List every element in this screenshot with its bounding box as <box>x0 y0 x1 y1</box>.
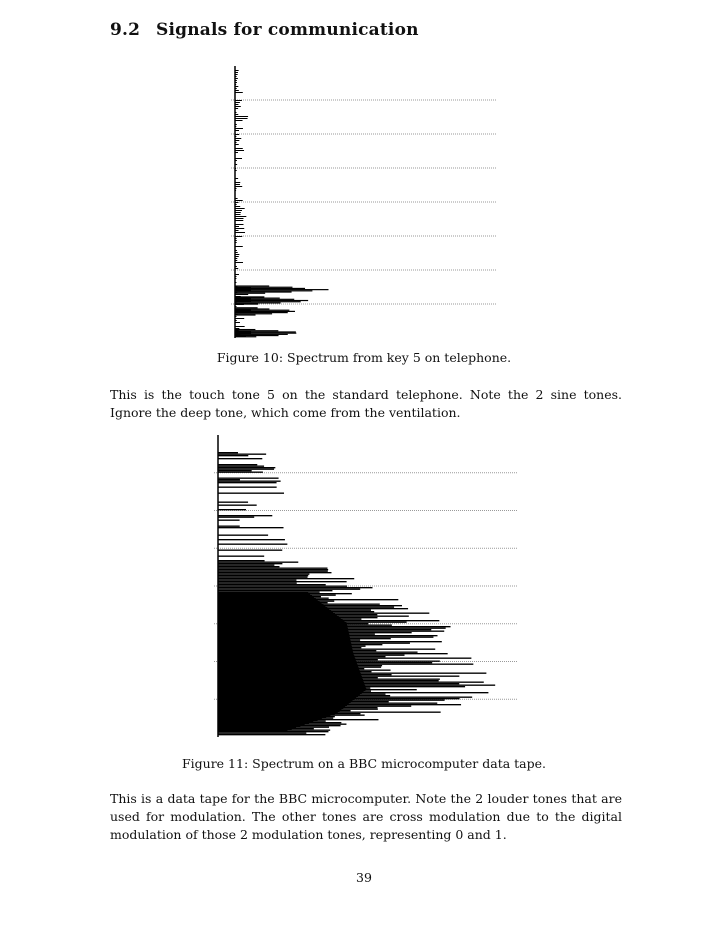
spectrum-bar <box>235 274 239 275</box>
spectrum-bar <box>235 214 240 215</box>
spectrum-bar <box>218 733 306 734</box>
spectrum-bar <box>218 577 308 578</box>
spectrum-bar <box>235 328 239 329</box>
spectrum-bar <box>218 669 359 671</box>
spectrum-bar <box>218 673 361 675</box>
spectrum-bar <box>218 706 345 708</box>
spectrum-bar <box>235 142 237 143</box>
spectrum-bar <box>235 307 258 308</box>
page-number: 39 <box>356 870 372 885</box>
spectrum-bar <box>235 184 240 185</box>
spectrum-bar <box>235 336 246 337</box>
spectrum-bar <box>235 130 239 131</box>
spectrum-bar <box>218 727 296 729</box>
spectrum-bar <box>235 158 242 159</box>
spectrum-bar <box>235 220 243 221</box>
spectrum-bar <box>218 606 325 608</box>
spectrum-bar <box>218 703 349 705</box>
spectrum-bar <box>218 580 296 581</box>
figure-11-spectrum <box>212 435 522 740</box>
spectrum-bar <box>218 612 333 614</box>
spectrum-bar <box>218 708 343 710</box>
figure-10-spectrum <box>228 66 500 341</box>
spectrum-bar <box>218 720 318 722</box>
spectrum-bar <box>235 326 245 327</box>
spectrum-bar <box>235 316 236 317</box>
spectrum-bar <box>218 589 360 590</box>
spectrum-bar <box>235 164 237 165</box>
spectrum-bar <box>218 657 355 659</box>
spectrum-bar <box>218 648 352 650</box>
spectrum-bar <box>218 672 360 674</box>
spectrum-bar <box>218 730 287 732</box>
spectrum-bar <box>235 116 248 117</box>
spectrum-bar <box>218 688 366 690</box>
spectrum-bar <box>218 535 268 536</box>
spectrum-bar <box>235 334 240 335</box>
spectrum-bar <box>218 690 365 692</box>
spectrum-bar <box>235 278 236 279</box>
spectrum-bar <box>218 478 279 479</box>
spectrum-bar <box>218 568 327 569</box>
spectrum-bar <box>218 565 274 566</box>
spectrum-bar <box>218 539 285 540</box>
spectrum-bar <box>218 458 262 459</box>
section-title: Signals for communication <box>156 20 419 40</box>
spectrum-bar <box>218 607 327 609</box>
spectrum-bar <box>218 643 351 645</box>
spectrum-bar <box>235 136 236 137</box>
spectrum-bar <box>218 569 328 570</box>
spectrum-bar <box>218 678 362 680</box>
spectrum-bar <box>218 679 363 681</box>
spectrum-bar <box>218 663 357 665</box>
spectrum-bar <box>235 291 292 292</box>
spectrum-bar <box>235 302 237 303</box>
spectrum-bar <box>218 583 297 584</box>
spectrum-bar <box>218 454 266 455</box>
spectrum-bar <box>235 313 272 314</box>
spectrum-bar <box>218 598 316 600</box>
spectrum-bar <box>218 661 356 663</box>
spectrum-bar <box>235 266 237 267</box>
section-number: 9.2 <box>110 20 141 40</box>
spectrum-bar <box>218 715 330 717</box>
spectrum-bar <box>235 100 242 101</box>
spectrum-bar <box>218 619 343 621</box>
spectrum-bar <box>218 711 340 713</box>
spectrum-bar <box>235 226 239 227</box>
spectrum-bar <box>235 293 265 294</box>
spectrum-bar <box>235 82 237 83</box>
spectrum-bar <box>235 138 241 139</box>
spectrum-bar <box>218 479 240 480</box>
spectrum-bar <box>218 696 358 698</box>
spectrum-bar <box>218 646 352 648</box>
spectrum-bar <box>235 216 246 217</box>
spectrum-bar <box>235 160 237 161</box>
spectrum-bar <box>235 204 237 205</box>
spectrum-bar <box>235 210 242 211</box>
spectrum-bar <box>218 572 331 573</box>
spectrum-bar <box>235 86 238 87</box>
spectrum-bar <box>235 285 269 286</box>
spectrum-bar <box>235 128 243 129</box>
spectrum-bar <box>218 654 354 656</box>
spectrum-bar <box>235 186 242 187</box>
spectrum-bar <box>235 178 238 179</box>
spectrum-bar <box>235 206 240 207</box>
spectrum-bar <box>218 694 360 696</box>
spectrum-bar <box>235 152 238 153</box>
spectrum-bar <box>218 634 349 636</box>
spectrum-bar <box>218 630 348 632</box>
spectrum-bar <box>235 288 236 289</box>
spectrum-bar <box>235 228 244 229</box>
spectrum-bar <box>235 236 242 237</box>
spectrum-bar <box>218 517 254 518</box>
spectrum-bar <box>235 200 243 201</box>
spectrum-bar <box>218 636 350 638</box>
spectrum-bar <box>235 258 237 259</box>
spectrum-bar <box>235 190 236 191</box>
spectrum-bar <box>235 268 238 269</box>
spectrum-bar <box>218 610 331 612</box>
spectrum-bar <box>235 108 238 109</box>
spectrum-bar <box>235 318 244 319</box>
spectrum-bar <box>235 170 237 171</box>
spectrum-bar <box>218 649 353 651</box>
spectrum-bar <box>235 134 239 135</box>
spectrum-bar <box>218 575 308 576</box>
spectrum-bar <box>235 102 240 103</box>
spectrum-bar <box>235 254 239 255</box>
spectrum-bar <box>235 212 241 213</box>
spectrum-bar <box>218 667 359 669</box>
spectrum-bar <box>235 118 248 119</box>
spectrum-bar <box>235 76 237 77</box>
figure-11-chart <box>212 435 522 740</box>
spectrum-bar <box>235 331 251 335</box>
spectrum-bar <box>235 202 238 203</box>
spectrum-bar <box>218 702 351 704</box>
spectrum-bar <box>235 188 237 189</box>
spectrum-bar <box>235 276 236 277</box>
spectrum-bar <box>218 699 354 701</box>
spectrum-bar <box>218 469 274 470</box>
spectrum-bar <box>235 72 238 73</box>
spectrum-bar <box>235 286 237 287</box>
spectrum-bar <box>235 246 243 247</box>
spectrum-bar <box>235 120 243 121</box>
spectrum-bar <box>218 705 347 707</box>
spectrum-bar <box>218 609 329 611</box>
spectrum-bar <box>218 664 358 666</box>
spectrum-bar <box>218 624 347 626</box>
spectrum-bar <box>218 660 356 662</box>
spectrum-bar <box>235 198 238 199</box>
spectrum-bar <box>235 310 244 311</box>
paragraph-telephone: This is the touch tone 5 on the standard telephone. Note the 2 sine tones. Ignore the deep tone, which come from the ventilation. <box>110 387 622 420</box>
spectrum-bar <box>235 230 239 231</box>
spectrum-bar <box>218 676 362 678</box>
spectrum-bar <box>235 320 237 321</box>
spectrum-bar <box>218 502 248 503</box>
spectrum-bar <box>218 726 300 728</box>
spectrum-bar <box>218 493 284 494</box>
spectrum-bar <box>218 637 350 639</box>
spectrum-bar <box>235 140 239 141</box>
spectrum-bar <box>235 70 239 71</box>
spectrum-bar <box>218 675 361 677</box>
spectrum-bar <box>218 618 341 620</box>
spectrum-bar <box>218 472 263 473</box>
spectrum-bar <box>235 168 236 169</box>
spectrum-bar <box>235 292 237 293</box>
spectrum-bar <box>218 682 364 684</box>
spectrum-bar <box>218 604 323 606</box>
spectrum-bar <box>218 652 353 654</box>
spectrum-bar <box>218 621 345 623</box>
spectrum-bar <box>218 717 326 719</box>
spectrum-bar <box>235 250 237 251</box>
spectrum-bar <box>218 625 347 627</box>
spectrum-bar <box>235 330 239 331</box>
spectrum-bar <box>218 627 348 629</box>
spectrum-bar <box>235 335 279 336</box>
spectrum-bar <box>235 312 244 313</box>
spectrum-bar <box>235 224 243 225</box>
spectrum-bar <box>218 642 351 644</box>
spectrum-bar <box>218 550 282 551</box>
spectrum-bar <box>235 302 281 303</box>
spectrum-bar <box>218 700 353 702</box>
spectrum-bar <box>218 721 313 723</box>
spectrum-bar <box>235 114 238 115</box>
spectrum-bar <box>235 90 239 91</box>
spectrum-bar <box>218 601 320 603</box>
spectrum-bar <box>218 556 264 557</box>
spectrum-bar <box>218 487 277 488</box>
spectrum-bar <box>235 208 245 209</box>
spectrum-bar <box>218 592 308 594</box>
spectrum-bar <box>218 597 314 599</box>
spectrum-bar <box>218 718 322 720</box>
spectrum-bar <box>218 613 335 615</box>
spectrum-bar <box>235 126 236 127</box>
spectrum-bar <box>235 306 237 307</box>
spectrum-bar <box>218 526 240 527</box>
spectrum-bar <box>235 74 238 75</box>
spectrum-bar <box>235 104 238 105</box>
spectrum-bar <box>235 144 239 145</box>
spectrum-bar <box>235 88 237 89</box>
section-heading <box>110 20 419 40</box>
spectrum-bar <box>218 639 350 641</box>
spectrum-bar <box>218 712 338 714</box>
spectrum-bar <box>218 734 325 735</box>
spectrum-bar <box>218 594 310 596</box>
spectrum-bar <box>235 112 237 113</box>
spectrum-bar <box>218 628 348 630</box>
spectrum-bar <box>235 242 237 243</box>
spectrum-bar <box>218 578 354 579</box>
spectrum-bar <box>218 574 309 575</box>
spectrum-bar <box>218 509 246 510</box>
spectrum-bar <box>218 466 264 467</box>
spectrum-bar <box>218 590 332 591</box>
spectrum-bar <box>218 723 309 725</box>
spectrum-bar <box>218 693 362 695</box>
spectrum-bar <box>218 687 366 689</box>
spectrum-bar <box>235 218 243 219</box>
spectrum-bar <box>218 633 349 635</box>
spectrum-bar <box>235 256 239 257</box>
spectrum-bar <box>218 645 352 647</box>
spectrum-bar <box>218 520 240 521</box>
spectrum-bar <box>218 697 356 699</box>
spectrum-bar <box>235 329 255 330</box>
spectrum-bar <box>235 314 256 315</box>
spectrum-bar <box>218 481 281 482</box>
spectrum-bar <box>218 622 346 624</box>
spectrum-bar <box>235 262 243 263</box>
spectrum-bar <box>218 603 322 605</box>
spectrum-bar <box>218 562 298 563</box>
paragraph-bbc-tape: This is a data tape for the BBC microcomputer. Note the 2 louder tones that are used for modulation. The other tones are cross modulation due to the digital modulation of those 2 modulation tones, representing 0 and 1. <box>110 791 622 842</box>
spectrum-bar <box>218 714 335 716</box>
spectrum-bar <box>218 666 358 668</box>
spectrum-bar <box>218 452 238 453</box>
spectrum-bar <box>218 563 282 564</box>
spectrum-bar <box>218 505 257 506</box>
spectrum-bar <box>218 658 355 660</box>
spectrum-bar <box>235 240 237 241</box>
spectrum-bar <box>218 709 341 711</box>
spectrum-bar <box>218 581 347 582</box>
spectrum-bar <box>235 92 243 93</box>
spectrum-bar <box>218 470 252 471</box>
spectrum-bar <box>218 724 305 726</box>
spectrum-bar <box>218 729 292 731</box>
spectrum-bar <box>235 314 238 315</box>
spectrum-bar <box>218 566 279 567</box>
spectrum-bar <box>218 482 277 483</box>
spectrum-bar <box>218 670 360 672</box>
spectrum-bar <box>235 252 238 253</box>
spectrum-bar <box>235 282 236 283</box>
spectrum-bar <box>218 655 354 657</box>
spectrum-bar <box>218 584 326 585</box>
spectrum-bar <box>235 304 244 305</box>
spectrum-bar <box>218 464 257 465</box>
spectrum-bar <box>218 685 365 687</box>
spectrum-bar <box>235 80 237 81</box>
spectrum-bar <box>218 684 365 686</box>
spectrum-bar <box>218 544 287 545</box>
spectrum-bar <box>235 78 238 79</box>
spectrum-bar <box>235 148 243 149</box>
spectrum-bar <box>235 124 237 125</box>
spectrum-bar <box>235 150 244 151</box>
spectrum-bar <box>218 467 275 468</box>
spectrum-bar <box>218 587 373 588</box>
figure-10-chart <box>228 66 500 341</box>
spectrum-bar <box>235 106 241 107</box>
figure-10-caption: Figure 10: Spectrum from key 5 on telephone. <box>216 350 512 365</box>
figure-11-caption: Figure 11: Spectrum on a BBC microcomputer data tape. <box>181 756 547 771</box>
spectrum-bar <box>218 527 284 528</box>
spectrum-bar <box>218 681 364 683</box>
spectrum-bar <box>235 84 236 85</box>
spectrum-bar <box>235 260 237 261</box>
spectrum-bar <box>235 232 245 233</box>
spectrum-bar <box>218 515 272 516</box>
spectrum-bar <box>218 571 328 572</box>
spectrum-bar <box>218 586 347 587</box>
spectrum-bar <box>218 595 312 597</box>
spectrum-bar <box>235 298 240 299</box>
spectrum-bar <box>218 600 318 602</box>
spectrum-bar <box>218 691 364 693</box>
spectrum-bar <box>218 616 339 618</box>
spectrum-bar <box>235 322 240 323</box>
spectrum-bar <box>218 615 337 617</box>
spectrum-bar <box>235 290 241 291</box>
spectrum-bar <box>235 238 237 239</box>
spectrum-bar <box>218 455 248 456</box>
spectrum-bar <box>235 182 240 183</box>
spectrum-bar <box>218 640 351 642</box>
spectrum-bar <box>218 651 353 653</box>
spectrum-bar <box>235 294 248 295</box>
spectrum-bar <box>218 631 349 633</box>
spectrum-bar <box>235 296 241 297</box>
spectrum-bar <box>218 560 265 561</box>
